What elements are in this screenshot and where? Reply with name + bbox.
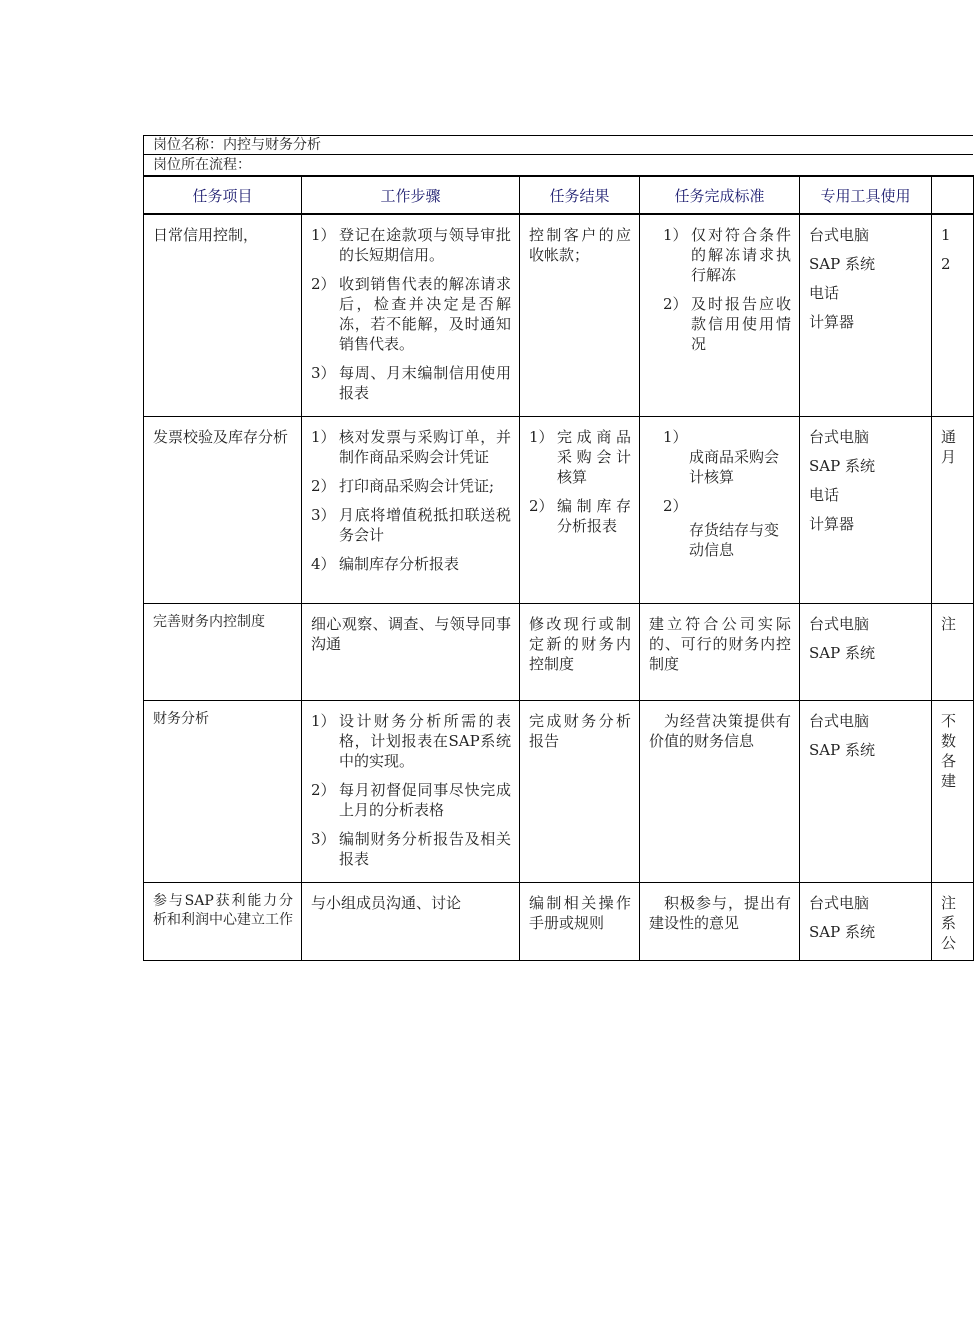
list-item	[529, 427, 631, 487]
task-cell: 完善财务内控制度	[153, 614, 265, 630]
item-text: 设计财务分析所需的表格，计划报表在SAP系统中的实现。	[339, 712, 511, 770]
list-item	[311, 829, 511, 869]
position-name-row: 岗位名称：内控与财务分析	[143, 135, 973, 154]
table-header-row	[144, 176, 974, 214]
position-process-row: 岗位所在流程：	[143, 154, 973, 175]
list-item	[311, 711, 511, 771]
extra-cell	[932, 417, 973, 471]
tools-cell	[800, 883, 931, 955]
extra-text: 1	[941, 226, 951, 244]
task-cell: 发票校验及库存分析	[153, 428, 289, 446]
list-item	[311, 780, 511, 820]
item-text: 打印商品采购会计凭证;	[339, 477, 495, 495]
item-number: 3）	[311, 364, 336, 382]
table-row	[144, 604, 974, 701]
item-number: 1）	[311, 226, 336, 244]
list-item	[311, 225, 511, 265]
extra-cell	[932, 701, 973, 795]
item-number: 1）	[663, 226, 688, 244]
item-text: 成商品采购会计核算	[689, 448, 780, 486]
extra-text: 注	[941, 894, 957, 912]
tool-item: SAP 系统	[809, 457, 875, 475]
list-item	[311, 554, 511, 574]
steps-cell: 细心观察、调查、与领导同事沟通	[311, 615, 511, 653]
tool-item: SAP 系统	[809, 923, 875, 941]
item-number: 4）	[311, 555, 336, 573]
header-task: 任务项目	[144, 176, 302, 214]
extra-cell	[932, 604, 973, 638]
item-number: 1）	[311, 428, 336, 446]
item-text: 每月初督促同事尽快完成上月的分析表格	[339, 781, 511, 819]
extra-text: 系	[941, 914, 957, 932]
extra-text: 不	[941, 712, 957, 730]
list-item	[529, 496, 631, 536]
task-cell: 日常信用控制，	[153, 226, 259, 244]
tool-item: SAP 系统	[809, 255, 875, 273]
result-cell: 修改现行或制定新的财务内控制度	[529, 615, 631, 673]
tool-item: 计算器	[809, 515, 855, 533]
extra-text: 数	[941, 732, 957, 750]
tools-cell	[800, 215, 931, 345]
list-item	[649, 225, 791, 285]
table-row	[144, 883, 974, 961]
result-cell: 编制相关操作手册或规则	[529, 894, 631, 932]
item-text: 编制库存分析报表	[557, 497, 631, 535]
standard-cell: 建立符合公司实际的、可行的财务内控制度	[649, 615, 791, 673]
tools-cell	[800, 417, 931, 547]
result-cell: 完成财务分析报告	[529, 712, 631, 750]
tool-item: 电话	[809, 486, 840, 504]
tool-item: 台式电脑	[809, 712, 870, 730]
tools-cell	[800, 701, 931, 773]
item-number: 1）	[311, 712, 336, 730]
extra-text: 月	[941, 448, 957, 466]
tool-item: 计算器	[809, 313, 855, 331]
item-text: 完成商品采购会计核算	[557, 428, 631, 486]
table-row	[144, 417, 974, 604]
item-number: 2）	[663, 295, 688, 313]
steps-cell	[302, 417, 519, 587]
steps-cell	[302, 215, 519, 416]
task-cell: 参与SAP获利能力分析和利润中心建立工作	[153, 893, 293, 928]
extra-cell	[932, 215, 973, 287]
header-standard: 任务完成标准	[640, 176, 800, 214]
steps-cell	[302, 701, 519, 882]
item-text: 编制库存分析报表	[339, 555, 460, 573]
tool-item: SAP 系统	[809, 644, 875, 662]
tools-cell	[800, 604, 931, 676]
item-text: 编制财务分析报告及相关报表	[339, 830, 511, 868]
item-text: 核对发票与采购订单，并制作商品采购会计凭证	[339, 428, 511, 466]
item-number: 3）	[311, 830, 336, 848]
extra-text: 公	[941, 934, 957, 952]
standard-cell	[640, 417, 799, 564]
list-item	[311, 476, 511, 496]
list-item	[311, 274, 511, 354]
item-number: 1）	[529, 428, 554, 446]
item-text: 登记在途款项与领导审批的长短期信用。	[339, 226, 511, 264]
item-number: 3）	[311, 506, 336, 524]
header-tools: 专用工具使用	[800, 176, 932, 214]
item-number: 2）	[311, 781, 336, 799]
item-number: 2）	[663, 497, 688, 515]
item-text: 存货结存与变动信息	[689, 521, 780, 559]
item-text: 及时报告应收款信用使用情况	[691, 295, 791, 353]
tool-item: 台式电脑	[809, 615, 870, 633]
standard-cell: 为经营决策提供有价值的财务信息	[649, 712, 791, 750]
extra-text: 注	[941, 615, 957, 633]
tool-item: 台式电脑	[809, 428, 870, 446]
item-text: 收到销售代表的解冻请求后，检查并决定是否解冻，若不能解，及时通知销售代表。	[339, 275, 511, 353]
item-text: 每周、月末编制信用使用报表	[339, 364, 511, 402]
extra-cell	[932, 883, 973, 957]
item-number: 2）	[311, 477, 336, 495]
header-extra	[932, 176, 974, 214]
extra-text: 通	[941, 428, 957, 446]
extra-text: 各	[941, 752, 957, 770]
list-item	[649, 294, 791, 354]
list-item	[311, 427, 511, 467]
extra-text: 2	[941, 255, 951, 273]
tool-item: 台式电脑	[809, 894, 870, 912]
extra-text: 建	[941, 772, 957, 790]
list-item	[311, 505, 511, 545]
item-number: 1）	[663, 428, 688, 446]
tool-item: 台式电脑	[809, 226, 870, 244]
standard-cell: 积极参与，提出有建设性的意见	[649, 894, 791, 932]
table-row	[144, 214, 974, 417]
task-cell: 财务分析	[153, 711, 209, 727]
table-row	[144, 701, 974, 883]
standard-cell	[640, 215, 799, 367]
result-cell: 控制客户的应收帐款；	[529, 226, 631, 264]
item-number: 2）	[311, 275, 336, 293]
item-number: 2）	[529, 497, 554, 515]
list-item	[311, 363, 511, 403]
result-cell	[520, 417, 639, 549]
steps-cell: 与小组成员沟通、讨论	[311, 894, 462, 912]
task-table	[143, 175, 974, 961]
item-text: 仅对符合条件的解冻请求执行解冻	[691, 226, 791, 284]
item-text: 月底将增值税抵扣联送税务会计	[339, 506, 511, 544]
tool-item: SAP 系统	[809, 741, 875, 759]
tool-item: 电话	[809, 284, 840, 302]
header-result: 任务结果	[520, 176, 640, 214]
header-steps: 工作步骤	[302, 176, 520, 214]
